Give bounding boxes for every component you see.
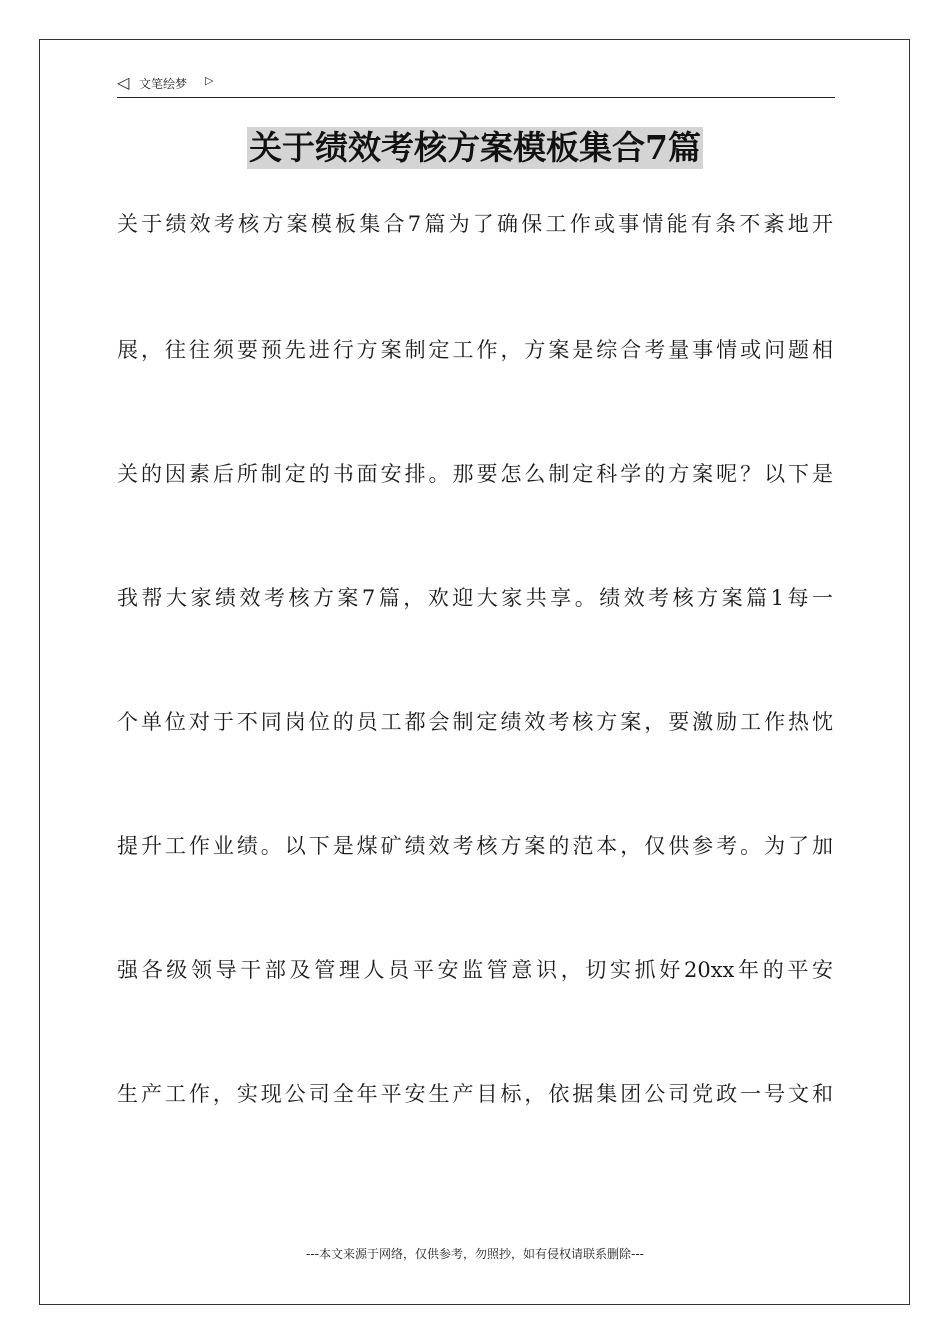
header-brand-text: 文笔绘梦: [139, 77, 188, 91]
body-line: 提升工作业绩。以下是煤矿绩效考核方案的范本，仅供参考。为了加: [117, 834, 833, 858]
triangle-left-icon: ◁: [117, 73, 130, 92]
page-footer-disclaimer: ---本文来源于网络，仅供参考，勿照抄，如有侵权请联系删除---: [306, 1247, 644, 1261]
body-line: 关的因素后所制定的书面安排。那要怎么制定科学的方案呢？以下是: [117, 462, 833, 486]
body-line: 强各级领导干部及管理人员平安监管意识，切实抓好20xx年的平安: [117, 958, 833, 982]
title-container: [0, 127, 950, 169]
document-title: 关于绩效考核方案模板集合7篇: [249, 128, 701, 167]
body-line: 生产工作，实现公司全年平安生产目标，依据集团公司党政一号文和: [117, 1082, 833, 1106]
body-line: 个单位对于不同岗位的员工都会制定绩效考核方案，要激励工作热忱: [117, 710, 833, 734]
body-line: 关于绩效考核方案模板集合7篇为了确保工作或事情能有条不紊地开: [117, 212, 833, 236]
triangle-right-icon: ▷: [205, 74, 214, 87]
body-line: 展，往往须要预先进行方案制定工作，方案是综合考量事情或问题相: [117, 338, 833, 362]
page-header: [117, 72, 835, 98]
body-line: 我帮大家绩效考核方案7篇，欢迎大家共享。绩效考核方案篇1每一: [117, 586, 833, 610]
